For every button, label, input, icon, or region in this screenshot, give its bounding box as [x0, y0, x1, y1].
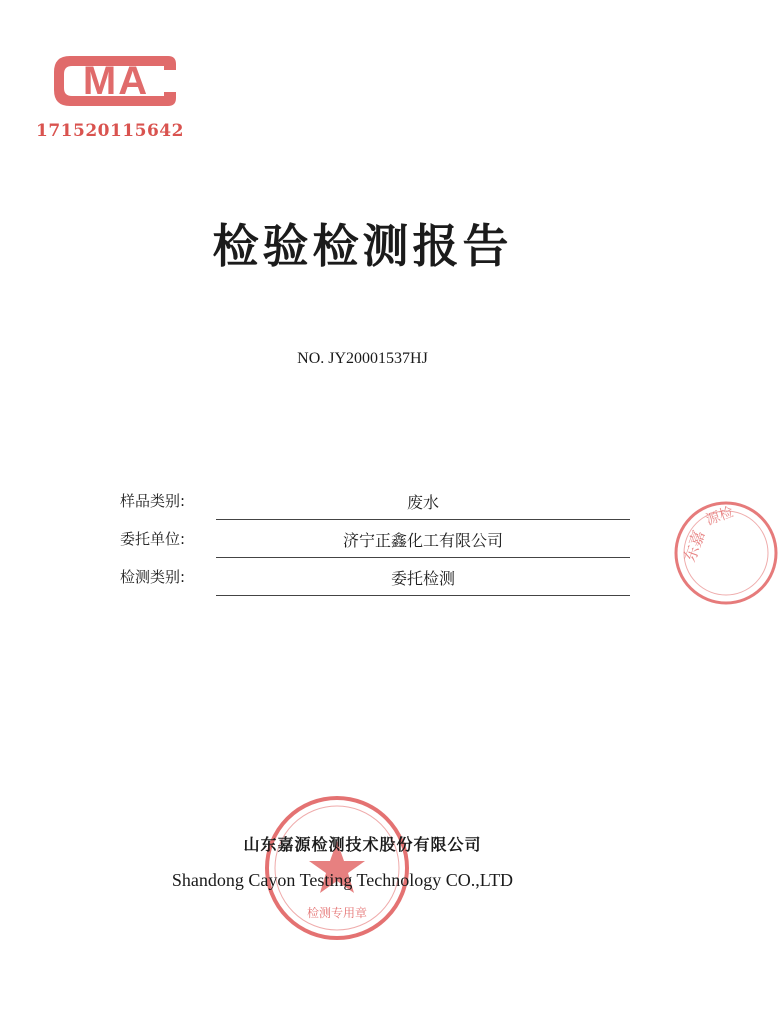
info-row-client: [120, 522, 630, 558]
info-value: 济宁正鑫化工有限公司: [342, 531, 503, 550]
underline-divider: [216, 595, 630, 596]
company-name-chinese: 山东嘉源检测技术股份有限公司: [243, 835, 482, 854]
report-number: NO. JY20001537HJ: [297, 350, 428, 367]
svg-text:源检: 源检: [703, 504, 736, 529]
info-value: 委托检测: [390, 569, 455, 588]
info-label: 检测类别:: [120, 568, 186, 586]
side-seal-icon: [668, 493, 778, 613]
svg-text:东嘉: 东嘉: [679, 527, 709, 565]
info-value: 废水: [406, 493, 439, 512]
seal-label: 检测专用章: [306, 906, 368, 920]
company-name-english: Shandong Cayon Testing Technology CO.,LTD: [171, 870, 514, 890]
main-seal-icon: [262, 793, 412, 943]
info-row-sample-type: [120, 484, 630, 520]
cma-logo-icon: [52, 50, 182, 112]
svg-text:MA: MA: [82, 59, 150, 103]
underline-divider: [216, 557, 630, 558]
report-title: 检验检测报告: [212, 219, 513, 273]
info-row-test-type: [120, 560, 630, 596]
info-label: 样品类别:: [120, 492, 186, 510]
info-label: 委托单位:: [120, 530, 186, 548]
underline-divider: [216, 519, 630, 520]
cma-certificate-number: 171520115642: [36, 121, 184, 141]
